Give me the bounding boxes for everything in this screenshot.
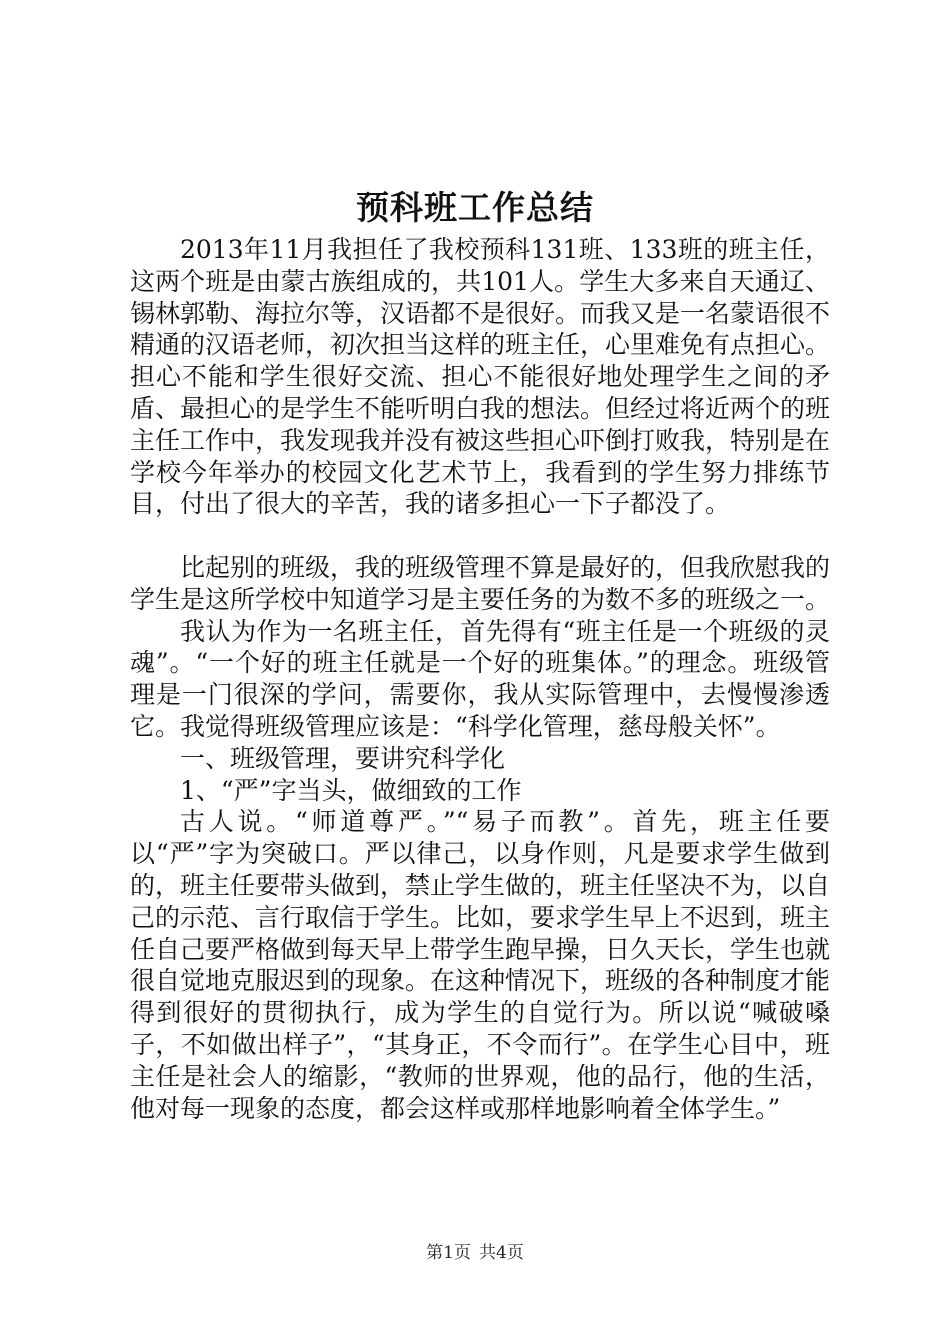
page-number: 第1页 bbox=[426, 1243, 471, 1263]
document-body bbox=[130, 234, 830, 1124]
section-heading-1: 一、班级管理，要讲究科学化 bbox=[180, 743, 506, 773]
subsection-heading-1-1: 1、“严”字当头，做细致的工作 bbox=[180, 775, 522, 805]
paragraph-philosophy: 我认为作为一名班主任，首先得有“班主任是一个班级的灵魂”。“一个好的班主任就是一个好的班集体。”的理念。班级管理是一门很深的学问，需要你，我从实际管理中，去慢慢渗透它。我觉得班级管理应该是：“科学化管理，慈母般关怀”。 bbox=[130, 616, 830, 741]
page-footer bbox=[0, 1242, 950, 1264]
document-title: 预科班工作总结 bbox=[356, 188, 594, 227]
paragraph-class-comparison: 比起别的班级，我的班级管理不算是最好的，但我欣慰我的学生是这所学校中知道学习是主要任务的为数不多的班级之一。 bbox=[130, 552, 831, 614]
paragraph-intro: 2013年11月我担任了我校预科131班、133班的班主任，这两个班是由蒙古族组成的，共101人。学生大多来自天通辽、锡林郭勒、海拉尔等，汉语都不是很好。而我又是一名蒙语很不精通的汉语老师，初次担当这样的班主任，心里难免有点担心。担心不能和学生很好交流、担心不能很好地处理学生之间的矛盾、最担心的是学生不能听明白我的想法。但经过将近两个的班主任工作中，我发现我并没有被这些担心吓倒打败我，特别是在学校今年举办的校园文化艺术节上，我看到的学生努力排练节目，付出了很大的辛苦，我的诸多担心一下子都没了。 bbox=[130, 235, 831, 519]
paragraph-strictness: 古人说。“师道尊严。”“易子而教”。首先，班主任要以“严”字为突破口。严以律己，以身作则，凡是要求学生做到的，班主任要带头做到，禁止学生做的，班主任坚决不为，以自己的示范、言行取信于学生。比如，要求学生早上不迟到，班主任自己要严格做到每天早上带学生跑早操，日久天长，学生也就很自觉地克服迟到的现象。在这种情况下，班级的各种制度才能得到很好的贯彻执行，成为学生的自觉行为。所以说“喊破嗓子，不如做出样子”，“其身正，不令而行”。在学生心目中，班主任是社会人的缩影，“教师的世界观，他的品行，他的生活，他对每一现象的态度，都会这样或那样地影响着全体学生。” bbox=[130, 807, 831, 1123]
page-total: 共4页 bbox=[479, 1243, 524, 1263]
